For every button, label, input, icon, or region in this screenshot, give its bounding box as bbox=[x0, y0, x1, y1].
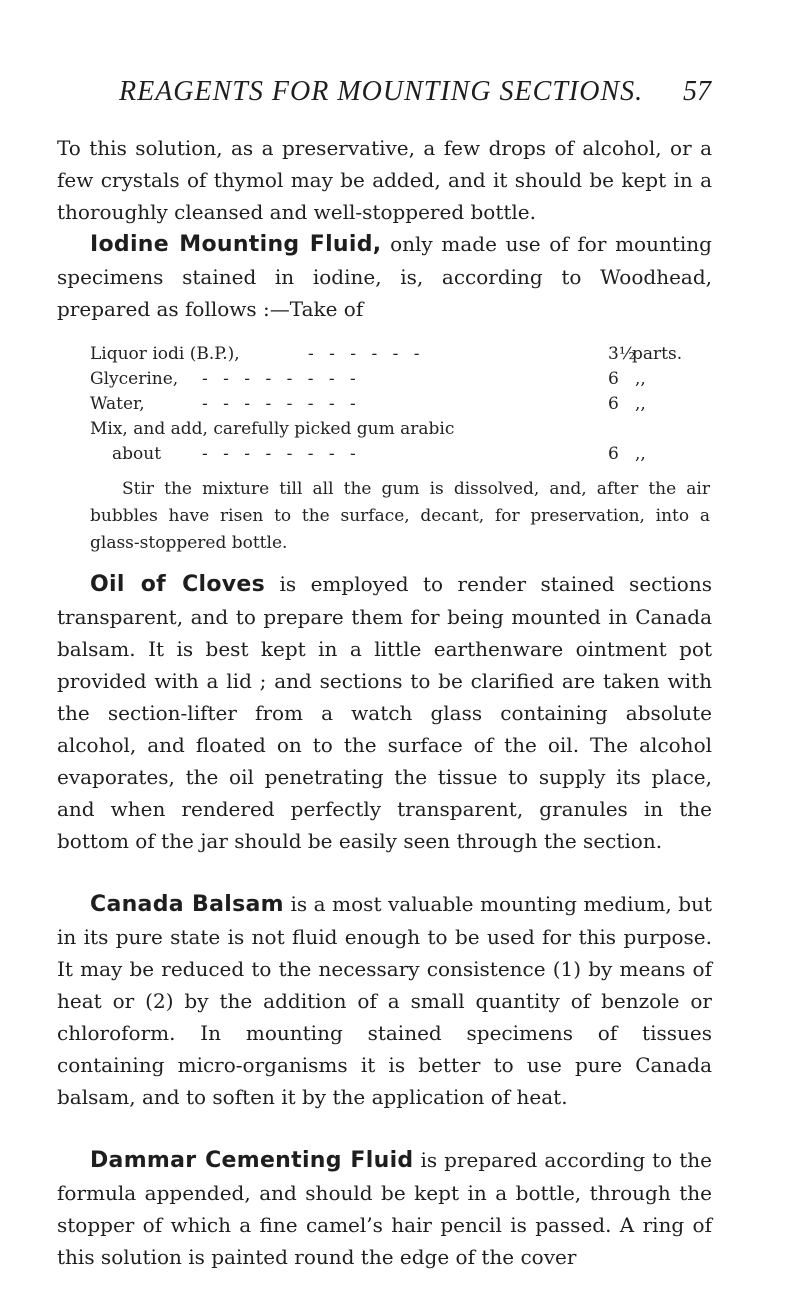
ingredient-quantity: 6 bbox=[608, 444, 619, 464]
cloves-section bbox=[57, 568, 712, 857]
ingredient-name: about bbox=[112, 444, 162, 464]
ingredient-name: Glycerine, bbox=[90, 369, 179, 389]
mix-instruction: Mix, and add, carefully picked gum arabic bbox=[90, 419, 455, 439]
ingredient-unit: ,, bbox=[635, 444, 646, 464]
running-title: REAGENTS FOR MOUNTING SECTIONS. bbox=[119, 76, 644, 107]
dammar-heading: Dammar Cementing Fluid bbox=[90, 1148, 414, 1173]
leader-dashes: - - - - - - bbox=[308, 344, 420, 364]
iodine-paragraph bbox=[57, 228, 712, 325]
iodine-section bbox=[57, 228, 712, 325]
ingredient-quantity: 6 bbox=[608, 394, 619, 414]
balsam-heading: Canada Balsam bbox=[90, 892, 284, 917]
intro-paragraph: To this solution, as a preservative, a few drops of alcohol, or a few crystals of thymol may be added, and it should be kept in a thoroughly cleansed and well-stoppered bottle. bbox=[57, 136, 712, 224]
page-number: 57 bbox=[683, 76, 711, 107]
stir-instruction: Stir the mixture till all the gum is dissolved, and, after the air bubbles have risen to the surface, decant, for preservation, into a glass-stoppered bottle. bbox=[90, 479, 710, 553]
ingredient-name: Water, bbox=[90, 394, 145, 414]
recipe-row bbox=[90, 342, 710, 367]
balsam-section bbox=[57, 888, 712, 1113]
leader-dashes: - - - - - - - - bbox=[202, 369, 356, 389]
intro-section bbox=[57, 132, 712, 228]
ingredient-quantity: 6 bbox=[608, 369, 619, 389]
dammar-paragraph bbox=[57, 1144, 712, 1273]
iodine-heading: Iodine Mounting Fluid, bbox=[90, 232, 382, 257]
recipe-row bbox=[90, 367, 710, 392]
iodine-text: only made use of for mounting specimens stained in iodine, is, according to Woodhead, prepared as follows :—Take of bbox=[57, 232, 712, 321]
ingredient-unit: parts. bbox=[632, 344, 683, 364]
leader-dashes: - - - - - - - - bbox=[202, 444, 356, 464]
recipe-row bbox=[90, 442, 710, 467]
cloves-text: is employed to render stained sections transparent, and to prepare them for being mounted in Canada balsam. It is best kept in a little earthenware ointment pot provided with a lid ; and sections to be clarified are taken with the section-lifter from a watch glass containing absolute alcohol, and floated on to the surface of the oil. The alcohol evaporates, the oil penetrating the tissue to supply its place, and when rendered perfectly transparent, granules in the bottom of the jar should be easily seen through the section. bbox=[57, 572, 712, 853]
dammar-section bbox=[57, 1144, 712, 1273]
ingredient-unit: ,, bbox=[635, 369, 646, 389]
balsam-paragraph bbox=[57, 888, 712, 1113]
recipe-row bbox=[90, 392, 710, 417]
ingredient-unit: ,, bbox=[635, 394, 646, 414]
cloves-paragraph bbox=[57, 568, 712, 857]
balsam-text: is a most valuable mounting medium, but in its pure state is not fluid enough to be used for this purpose. It may be reduced to the necessary consistence (1) by means of heat or (2) by the addition of a small quantity of benzole or chloroform. In mounting stained specimens of tissues containing micro-organisms it is better to use pure Canada balsam, and to soften it by the application of heat. bbox=[57, 892, 712, 1109]
ingredient-name: Liquor iodi (B.P.), bbox=[90, 344, 240, 364]
cloves-heading: Oil of Cloves bbox=[90, 572, 266, 597]
iodine-recipe bbox=[90, 342, 710, 467]
dammar-text: is prepared according to the formula appended, and should be kept in a bottle, through the stopper of which a fine camel’s hair pencil is passed. A ring of this solution is painted round the edge of the cover bbox=[57, 1148, 712, 1269]
leader-dashes: - - - - - - - - bbox=[202, 394, 356, 414]
ingredient-quantity: 3½ bbox=[608, 344, 636, 364]
page-header bbox=[119, 76, 711, 112]
